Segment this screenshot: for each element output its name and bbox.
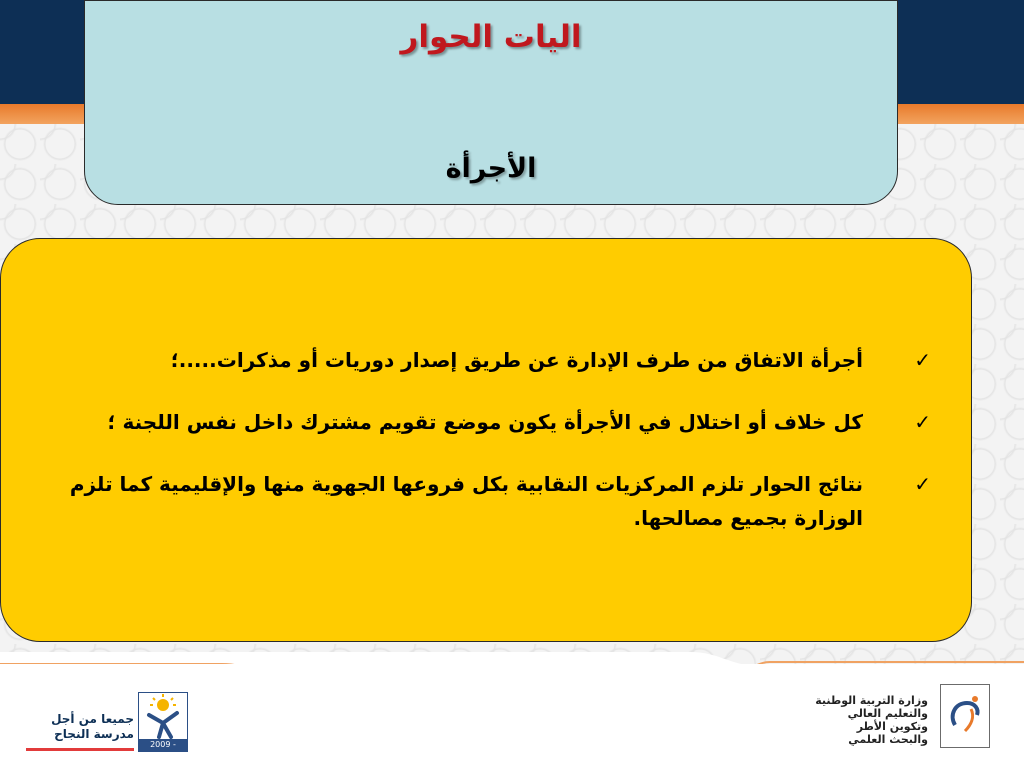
- ministry-emblem-icon: [941, 685, 989, 747]
- ministry-line-4: والبحث العلمي: [848, 733, 928, 746]
- program-logo: [138, 692, 188, 761]
- checkmark-icon: ✓: [914, 410, 931, 434]
- slide-subtitle: الأجرأة: [445, 153, 537, 184]
- bullet-list: [41, 343, 931, 563]
- star-figure-icon: [139, 693, 187, 739]
- slogan-logo: [26, 712, 134, 757]
- ministry-line-3: وتكوين الأطر: [856, 720, 928, 733]
- slide-title: اليات الحوار: [400, 19, 582, 55]
- content-box: [0, 238, 972, 642]
- list-item-text: كل خلاف أو اختلال في الأجرأة يكون موضع تقويم مشترك داخل نفس اللجنة ؛: [107, 410, 863, 434]
- list-item-text: أجرأة الاتفاق من طرف الإدارة عن طريق إصدار دوريات أو مذكرات.....؛: [170, 348, 863, 372]
- slogan-line-2: مدرسة النجاح: [54, 727, 134, 741]
- program-years: 2009 - 2012: [139, 739, 187, 751]
- slogan-underline: [26, 747, 134, 753]
- checkmark-icon: ✓: [914, 472, 931, 496]
- ministry-name: [758, 694, 928, 746]
- slogan-line-1: جميعا من أجل: [51, 712, 134, 726]
- title-box: [84, 0, 898, 205]
- ministry-line-1: وزارة التربية الوطنية: [815, 694, 928, 707]
- ministry-logo: [940, 684, 990, 748]
- ministry-line-2: والتعليم العالي: [847, 707, 928, 720]
- list-item-text: نتائج الحوار تلزم المركزيات النقابية بكل فروعها الجهوية منها والإقليمية كما تلزم الوزارة بجميع مصالحها.: [69, 472, 863, 530]
- list-item: [41, 467, 931, 535]
- list-item: [41, 343, 931, 377]
- checkmark-icon: ✓: [914, 348, 931, 372]
- list-item: [41, 405, 931, 439]
